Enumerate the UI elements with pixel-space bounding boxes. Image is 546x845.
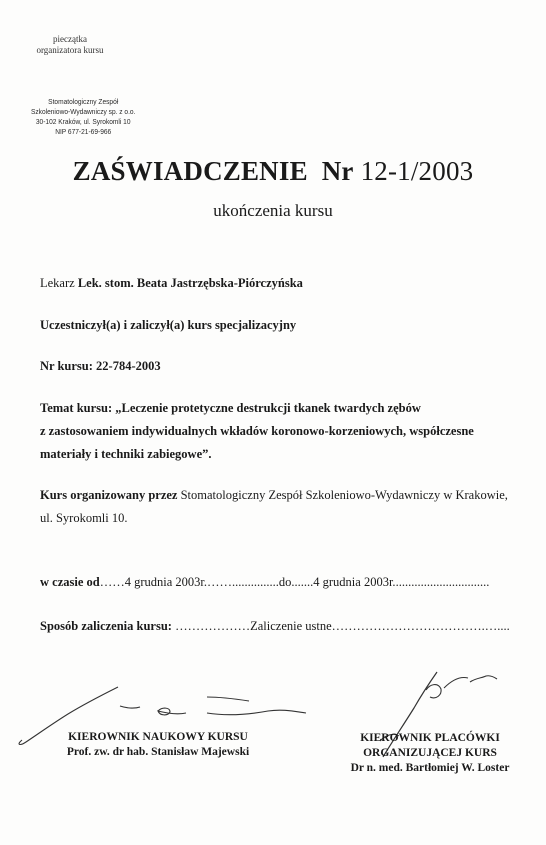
title-nr-label: Nr bbox=[321, 156, 354, 186]
dates-label: w czasie od bbox=[40, 575, 100, 589]
facility-director-block bbox=[330, 731, 530, 776]
method-value: Zaliczenie ustne bbox=[250, 619, 332, 633]
topic-label: Temat kursu: bbox=[40, 401, 113, 415]
stamp-line2: Szkoleniowo-Wydawniczy sp. z o.o. bbox=[30, 107, 136, 116]
stamp-caption-line2: organizatora kursu bbox=[36, 45, 104, 55]
participant-prefix: Lekarz bbox=[40, 276, 75, 290]
course-number-label: Nr kursu: bbox=[40, 359, 93, 373]
topic-text-line3: materiały i techniki zabiegowe”. bbox=[40, 447, 212, 461]
scientific-director-block bbox=[48, 730, 268, 760]
method-dots2: ……………………………….….... bbox=[331, 619, 510, 633]
document-subtitle: ukończenia kursu bbox=[213, 201, 333, 220]
stamp-line3: 30-102 Kraków, ul. Syrokomli 10 bbox=[35, 117, 131, 126]
facility-director-name: Dr n. med. Bartłomiej W. Loster bbox=[350, 762, 510, 774]
date-to: 4 grudnia 2003r. bbox=[313, 575, 396, 589]
facility-director-role-line2: ORGANIZUJĄCEJ KURS bbox=[363, 747, 497, 759]
date-from: 4 grudnia 2003r. bbox=[124, 575, 208, 589]
title-word: ZAŚWIADCZENIE bbox=[72, 156, 308, 186]
dates-dots1: …… bbox=[99, 575, 125, 589]
facility-director-role-line1: KIEROWNIK PLACÓWKI bbox=[360, 732, 500, 744]
method-dots1: ……………… bbox=[171, 619, 251, 633]
dates-dots2: ……............... bbox=[207, 575, 279, 589]
scientific-director-name: Prof. zw. dr hab. Stanisław Majewski bbox=[66, 746, 250, 758]
dates-dots4: .............................. bbox=[395, 575, 490, 589]
organizer-name: Stomatologiczny Zespół Szkoleniowo-Wydawniczy w Krakowie, bbox=[180, 488, 508, 502]
participant-name: Lek. stom. Beata Jastrzębska-Piórczyńska bbox=[77, 276, 303, 290]
dates-dots3: ....... bbox=[291, 575, 314, 589]
stamp-line4: NIP 677-21-69-966 bbox=[55, 127, 112, 136]
organizer-address: ul. Syrokomli 10. bbox=[40, 511, 128, 525]
topic-text-line1: „Leczenie protetyczne destrukcji tkanek twardych zębów bbox=[115, 401, 421, 415]
completion-statement: Uczestniczył(a) i zaliczył(a) kurs specjalizacyjny bbox=[40, 318, 297, 332]
scientific-director-role: KIEROWNIK NAUKOWY KURSU bbox=[68, 731, 248, 743]
dates-to-label: do bbox=[278, 575, 292, 589]
course-number-value: 22-784-2003 bbox=[96, 359, 161, 373]
certificate-number: 12-1/2003 bbox=[360, 156, 474, 186]
organizer-label: Kurs organizowany przez bbox=[40, 488, 178, 502]
topic-text-line2: z zastosowaniem indywidualnych wkładów koronowo-korzeniowych, współczesne bbox=[40, 424, 474, 438]
method-label: Sposób zaliczenia kursu: bbox=[40, 619, 172, 633]
stamp-line1: Stomatologiczny Zespół bbox=[48, 97, 119, 106]
stamp-caption-line1: pieczątka bbox=[53, 34, 87, 44]
